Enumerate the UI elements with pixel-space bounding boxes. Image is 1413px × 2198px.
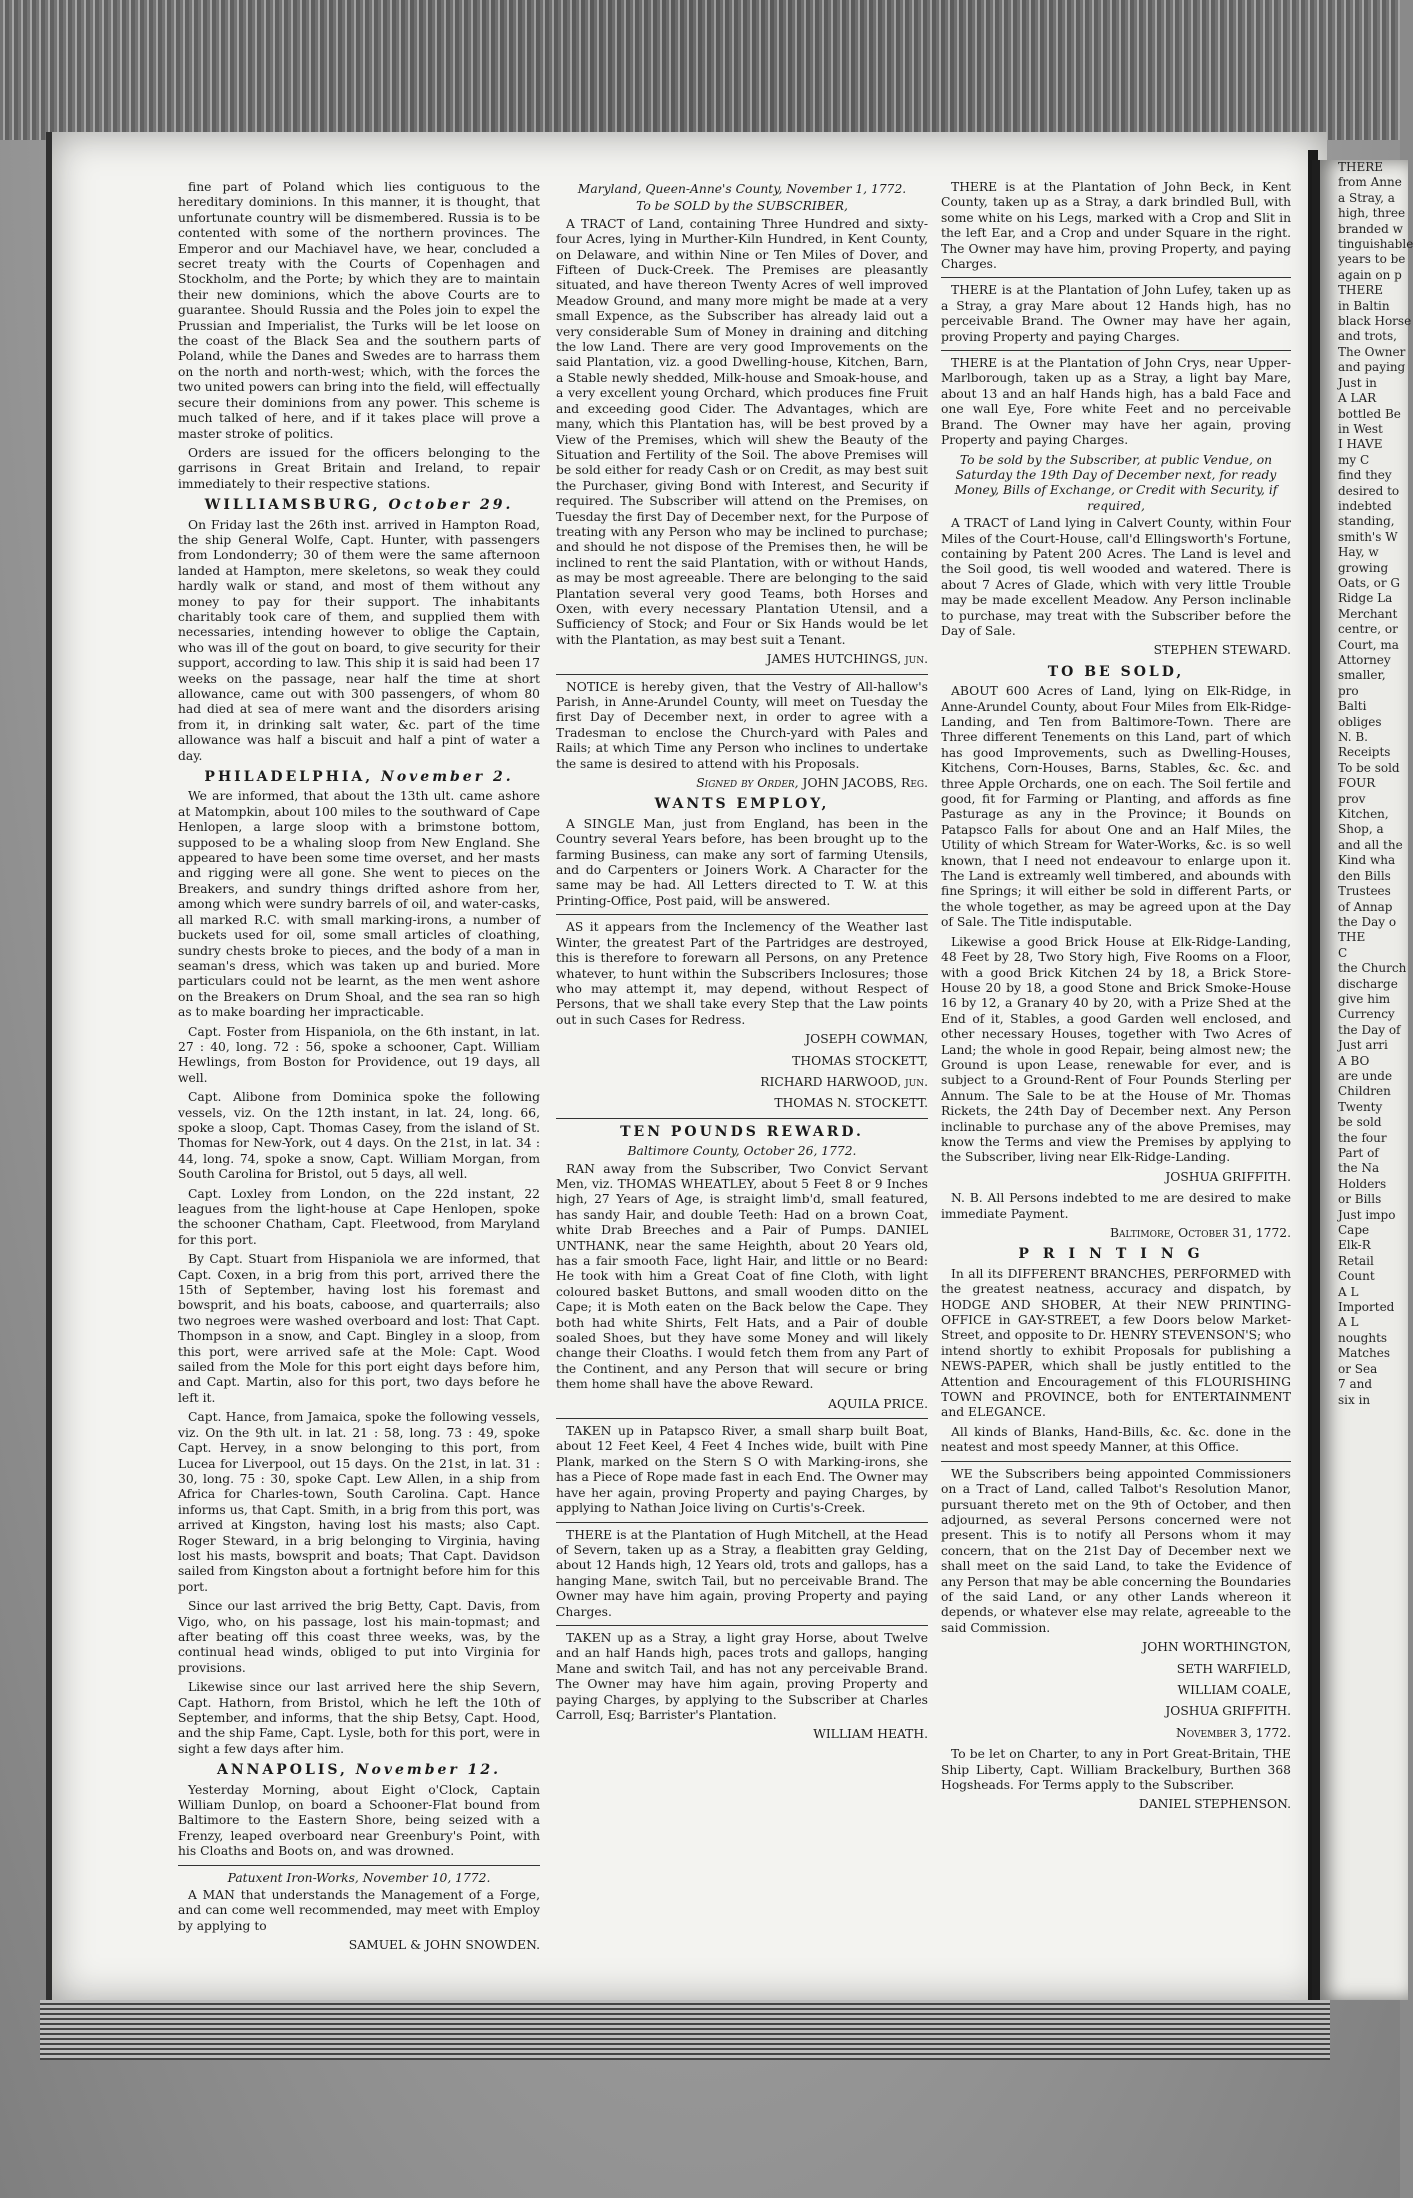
- edge-fragment: the Church: [1338, 961, 1407, 976]
- partridge-signature: THOMAS N. STOCKETT.: [774, 1096, 928, 1111]
- edge-fragment: the four: [1338, 1130, 1387, 1145]
- philadelphia-paragraph: Capt. Loxley from London, on the 22d instant, 22 leagues from the light-house at Cape Henlopen, spoke the schooner Chatham, Capt. Fleetwood, from Maryland for this port.: [178, 1186, 540, 1247]
- edge-fragment: bottled Be: [1338, 406, 1401, 421]
- vendue-signature: STEPHEN STEWARD.: [1153, 643, 1291, 658]
- runaway-ad: RAN away from the Subscriber, Two Convict Servant Men, viz. THOMAS WHEATLEY, about 5 Feet 8 or 9 Inches high, 27 Years of Age, is straight limb'd, small featured, has sandy Hair, and double Teeth: Had on a brown Coat, white Drab Breeches and a Pair of Pumps. DANIEL UNTHANK, near the same Heighth, about 20 Years old, has a fair smooth Face, light Hair, and little or no Beard: He took with him a Great Coat of fine Cloth, with light coloured basket Buttons, and small wooden ditto on the Cape; it is Moth eaten on the Back below the Cape. They both had white Shirts, Felt Hats, and a Pair of double soaled Shoes, but they have some Money and will likely change their Cloaths. I would fetch them from any Part of the Continent, and any Person that will secure or bring them home shall have the above Reward.: [556, 1161, 928, 1392]
- partridge-signature: JOSEPH COWMAN,: [805, 1032, 928, 1047]
- brick-house-ad: Likewise a good Brick House at Elk-Ridge-Landing, 48 Feet by 28, Two Story high, Five Rooms on a Floor, with a good Brick Kitchen 24 by 18, a Brick Store-House 20 by 18, a good Stone and Brick Smoke-House 16 by 12, a Granary 40 by 20, with a Prize Shed at the End of it, Stables, a good Garden well enclosed, and other necessary Houses, together with Two Acres of Land; the whole in good Repair, being almost new; the Ground is upon Lease, renewable for ever, and is subject to a Ground-Rent of Four Pounds Sterling per Annum. The Sale to be at the House of Mr. Thomas Rickets, the 24th Day of December next. Any Person inclinable to purchase any of the above Premises, may know the Terms and view the Premises by applying to the Subscriber, living near Elk-Ridge-Landing.: [941, 934, 1291, 1165]
- edge-fragment: are unde: [1338, 1068, 1393, 1083]
- annapolis-article: Yesterday Morning, about Eight o'Clock, Captain William Dunlop, on board a Schooner-Flat bound from Baltimore to the Eastern Shore, being seized with a Frenzy, leaped overboard near Greenbury's Point, with his Cloaths and Boots on, and was drowned.: [178, 1782, 540, 1859]
- column-1: [178, 180, 540, 1960]
- williamsburg-article: On Friday last the 26th inst. arrived in Hampton Road, the ship General Wolfe, Capt. Hunter, with passengers from Londonderry; 30 of them were the same afternoon landed at Hampton, mere skeletons, so weak they could hardly walk or stand, and most of them without any money to pay for their support. The inhabitants charitably took care of them, and supplied them with necessaries, intending however to oblige the Captain, who was ill of the gout on board, to give security for their support, according to law. This ship it is said had been 17 weeks on the passage, near half the time at short allowance, came out with 300 passengers, of whom 80 had died at sea of mere want and the disorders arising from it, in drinking salt water, &c. part of the time allowance was half a biscuit and half a pint of water a day.: [178, 517, 540, 763]
- poland-article: fine part of Poland which lies contiguous to the hereditary dominions. In this manner, it is thought, that unfortunate country will be dismembered. Russia is to be contented with some of the northern provinces. The Emperor and our Machiavel have, we hear, concluded a secret treaty with the Courts of Copenhagen and Stockholm, and the Porte; by which they are to maintain their new dominions, which the above Courts are to guarantee. Should Russia and the Poles join to expel the Prussian and Imperialist, the Turks will be let loose on the coast of the Black Sea and the southern parts of Poland, while the Danes and Swedes are to harrass them on the north and north-west; which, with the forces the two united powers can bring into the field, will effectually secure their dominions from any power. This scheme is much talked of here, and if it takes place will prove a master stroke of politics.: [178, 180, 540, 441]
- column-2: [556, 180, 928, 1749]
- edge-fragment: pro: [1338, 683, 1359, 698]
- divider: [556, 1418, 928, 1419]
- edge-fragment: branded w: [1338, 221, 1403, 236]
- edge-fragment: obliges: [1338, 714, 1382, 729]
- edge-fragment: indebted: [1338, 498, 1392, 513]
- ship-signature: DANIEL STEPHENSON.: [1138, 1797, 1291, 1812]
- philadelphia-heading: PHILADELPHIA, November 2.: [204, 769, 514, 786]
- vestry-notice: NOTICE is hereby given, that the Vestry of All-hallow's Parish, in Anne-Arundel County, will meet on Tuesday the first Day of December next, in order to agree with a Tradesman to enclose the Church-yard with Pales and Rails; at which Time any Person who inclines to undertake the same is desired to attend with his Proposals.: [556, 679, 928, 771]
- edge-fragment: and paying: [1338, 360, 1406, 375]
- ship-charter-ad: To be let on Charter, to any in Port Great-Britain, THE Ship Liberty, Capt. William Brackelbury, Burthen 368 Hogsheads. For Terms apply to the Subscriber.: [941, 1747, 1291, 1792]
- edge-fragment: discharge: [1338, 976, 1398, 991]
- reward-dateline: Baltimore County, October 26, 1772.: [627, 1144, 857, 1159]
- edge-fragment: Receipts: [1338, 745, 1391, 760]
- edge-fragment: smaller,: [1338, 668, 1386, 683]
- divider: [556, 1118, 928, 1119]
- reward-heading: TEN POUNDS REWARD.: [620, 1123, 864, 1140]
- edge-fragment: tinguishable: [1338, 237, 1413, 252]
- philadelphia-paragraph: We are informed, that about the 13th ult. came ashore at Matompkin, about 100 miles to the southward of Cape Henlopen, a large sloop with a brimstone bottom, supposed to be a whaling sloop from New England. She appeared to have been some time overset, and her masts and rigging were all gone. She went to pieces on the Breakers, and sundry things drifted ashore from her, among which were sundry barrels of oil, and water-casks, all marked R.C. with small marking-irons, a number of buckets used for oil, some small articles of cloathing, sundry chests broke to pieces, and the body of a man in seaman's dress, which was taken up and buried. More particulars could not be learnt, as the men went ashore on the Breakers on Drum Shoal, and the sea ran so high as to make boarding her impracticable.: [178, 789, 540, 1020]
- philadelphia-paragraph: Since our last arrived the brig Betty, Capt. Davis, from Vigo, who, on his passage, lost his main-topmast; and after beating off this coast three weeks, was, by the continual head winds, obliged to put into Virginia for provisions.: [178, 1599, 540, 1675]
- edge-fragment: six in: [1338, 1392, 1371, 1407]
- annapolis-heading: ANNAPOLIS, November 12.: [216, 1762, 502, 1779]
- tract-dateline: Maryland, Queen-Anne's County, November 1, 1772.: [577, 182, 907, 196]
- edge-fragment: be sold: [1338, 1115, 1382, 1130]
- edge-fragment: my C: [1338, 452, 1370, 467]
- edge-fragment: centre, or: [1338, 622, 1398, 637]
- edge-fragment: Attorney: [1338, 653, 1391, 667]
- edge-fragment: Retail: [1338, 1253, 1374, 1268]
- bay-mare-ad: THERE is at the Plantation of John Crys, near Upper-Marlborough, taken up as a Stray, a light bay Mare, about 13 and an half Hands high, has a bald Face and one wall Eye, Fore white Feet and no perceivable Brand. The Owner may have her again, proving Property and paying Charges.: [941, 356, 1291, 448]
- divider: [556, 1625, 928, 1626]
- printing-dateline: Baltimore, October 31, 1772.: [1110, 1226, 1291, 1240]
- edge-fragment: A L: [1338, 1315, 1359, 1330]
- adjacent-page-edge: [1312, 160, 1413, 2000]
- vendue-heading: To be sold by the Subscriber, at public Vendue, on Saturday the 19th Day of December next, for ready Money, Bills of Exchange, or Credit with Security, if required,: [954, 452, 1278, 513]
- edge-fragment: and trots,: [1338, 329, 1397, 344]
- edge-fragment: Matches: [1338, 1346, 1390, 1361]
- edge-fragment: the Day of: [1338, 1022, 1401, 1037]
- edge-fragment: Twenty: [1338, 1099, 1383, 1114]
- blanks-note: All kinds of Blanks, Hand-Bills, &c. &c. done in the neatest and most speedy Manner, at this Office.: [941, 1424, 1291, 1455]
- edge-fragment: den Bills: [1338, 868, 1391, 883]
- edge-fragment: Kitchen,: [1338, 807, 1389, 822]
- edge-fragment: in Baltin: [1338, 298, 1390, 313]
- edge-fragment: Elk-R: [1338, 1238, 1371, 1253]
- philadelphia-paragraph: Capt. Hance, from Jamaica, spoke the following vessels, viz. On the 9th ult. in lat. 21 : 58, long. 73 : 49, spoke Capt. Hervey, in a snow belonging to this port, from Lucea for Liverpool, out 15 days. On the 21st, in lat. 31 : 30, long. 75 : 30, spoke Capt. Lew Allen, in a ship from Africa for Charles-town, South Carolina. Capt. Hance informs us, that Capt. Smith, in a brig from this port, was arrived at Kingston, having lost his masts; also Capt. Roger Steward, in a brig belonging to Virginia, having lost his masts, bowsprit and boats; That Capt. Davidson sailed from Kingston about a fortnight before him for this port.: [178, 1410, 540, 1594]
- philadelphia-paragraph: By Capt. Stuart from Hispaniola we are informed, that Capt. Coxen, in a brig from this port, arrived there the 15th of September, having lost his foremast and bowsprit, and his boats, caboose, and quarterrails; also two negroes were washed overboard and lost: That Capt. Thompson in a snow, and Capt. Bingley in a sloop, from this port, were arrived safe at the Mole: Capt. Wood sailed from the Mole for this port eight days before him, and Capt. Martin, also for this port, two days before he left it.: [178, 1252, 540, 1405]
- partridge-signature: THOMAS STOCKETT,: [792, 1053, 928, 1068]
- edge-fragment: from Anne: [1338, 175, 1402, 190]
- divider: [941, 1461, 1291, 1462]
- printing-heading: PRINTING: [1018, 1246, 1214, 1263]
- tract-ad: A TRACT of Land, containing Three Hundred and sixty-four Acres, lying in Murther-Kiln Hundred, in Kent County, on Delaware, and within Nine or Ten Miles of Dover, and Fifteen of Duck-Creek. The Premises are pleasantly situated, and have thereon Twenty Acres of well improved Meadow Ground, and many more might be made at a very small Expence, as the Subscriber has already laid out a very considerable Sum of Money in draining and ditching the low Land. There are very good Improvements on the said Plantation, viz. a good Dwelling-house, Kitchen, Barn, a Stable newly shedded, Milk-house and Smoak-house, and a very excellent young Orchard, which produces fine Fruit and exceeding good Cider. The Advantages, which are many, which this Plantation has, will be best proved by a View of the Premises, which will shew the Beauty of the Situation and Fertility of the Soil. The above Premises will be sold either for ready Cash or on Credit, as may best suit the Purchaser, giving Bond with Interest, and Security if required. The Subscriber will attend on the Premises, on Tuesday the first Day of December next, for the Purpose of treating with any Person who may be inclined to purchase; and should he not dispose of the Premises then, he will be inclined to rent the said Plantation, with or without Hands, as may be most agreeable. There are belonging to the said Plantation several very good Teams, both Horses and Oxen, with every necessary Plantation Utensil, and a Sufficiency of Stock; and Four or Six Hands would be let with the Plantation, as may best suit a Tenant.: [556, 216, 928, 647]
- horse-ad: TAKEN up as a Stray, a light gray Horse, about Twelve and an half Hands high, paces trots and gallops, hanging Mane and switch Tail, and has not any perceivable Brand. The Owner may have him again, proving Property and paying Charges, by applying to the Subscriber at Charles Carroll, Esq; Barrister's Plantation.: [556, 1630, 928, 1722]
- edge-fragment: Hay, w: [1338, 545, 1379, 560]
- commissioner-signature: WILLIAM COALE,: [1177, 1682, 1291, 1697]
- edge-fragment: standing,: [1338, 514, 1395, 529]
- edge-fragment: Just in: [1338, 375, 1377, 390]
- edge-fragment: Balti: [1338, 699, 1367, 714]
- edge-fragment: THE: [1338, 930, 1366, 945]
- commissioner-signature: JOSHUA GRIFFITH.: [1165, 1704, 1291, 1719]
- edge-fragment: noughts: [1338, 1330, 1388, 1345]
- tract-heading: To be SOLD by the SUBSCRIBER,: [636, 199, 848, 214]
- edge-fragment: A L: [1338, 1284, 1359, 1299]
- edge-fragment: Currency: [1338, 1007, 1395, 1022]
- bull-ad: THERE is at the Plantation of John Beck, in Kent County, taken up as a Stray, a dark brindled Bull, with some white on his Legs, marked with a Crop and Slit in the left Ear, and a Crop and under Square in the right. The Owner may have him, proving Property, and paying Charges.: [941, 180, 1291, 272]
- wants-employ-heading: WANTS EMPLOY,: [654, 796, 830, 813]
- edge-fragment: prov: [1338, 791, 1366, 806]
- edge-fragment: To be sold: [1338, 760, 1400, 775]
- scan-top-edge: [0, 0, 1400, 140]
- edge-fragment: Children: [1338, 1084, 1391, 1099]
- printing-ad: In all its DIFFERENT BRANCHES, PERFORMED with the greatest neatness, accuracy and dispatch, by HODGE AND SHOBER, At their NEW PRINTING-OFFICE in GAY-STREET, a few Doors below Market-Street, and opposite to Dr. HENRY STEVENSON'S; who intend shortly to exhibit Proposals for publishing a NEWS-PAPER, which shall be justly entitled to the Attention and Encouragement of this FLOURISHING TOWN and PROVINCE, both for ENTERTAINMENT and ELEGANCE.: [941, 1266, 1291, 1420]
- divider: [556, 674, 928, 675]
- ship-dateline: November 3, 1772.: [1176, 1725, 1291, 1740]
- edge-fragment: Cape: [1338, 1223, 1370, 1238]
- edge-fragment: and all the: [1338, 837, 1403, 852]
- vestry-signature: Signed by Order, JOHN JACOBS, Reg.: [696, 776, 928, 791]
- edge-fragment: desired to: [1338, 483, 1400, 498]
- edge-fragment: again on p: [1338, 267, 1402, 282]
- land-sale-ad: ABOUT 600 Acres of Land, lying on Elk-Ridge, in Anne-Arundel County, about Four Miles from Elk-Ridge-Landing, and Ten from Baltimore-Town. There are Three different Tenements on this Land, part of which has good Improvements, such as Dwelling-Houses, Kitchens, Corn-Houses, Barns, Stables, &c. &c. and three Apple Orchards, one on each. The Soil fertile and good, fit for Farming or Planting, and affords as fine Pasturage as any in the Province; it Bounds on Patapsco Falls for about One and an Half Miles, the Utility of which Stream for Water-Works, &c. is so well known, that I need not endeavour to enlarge upon it. The Land is extreamly well timbered, and abounds with fine Springs; it will either be sold in different Parts, or the whole together, as may be agreed upon at the Day of Sale. The Title indisputable.: [941, 684, 1291, 930]
- edge-fragment: or Sea: [1338, 1361, 1378, 1376]
- edge-fragment: high, three: [1338, 206, 1406, 221]
- adjacent-page-fragments: [1338, 160, 1413, 1408]
- iron-works-ad: A MAN that understands the Management of a Forge, and can come well recommended, may meet with Employ by applying to: [178, 1888, 540, 1933]
- edge-fragment: years to be: [1338, 252, 1406, 267]
- edge-fragment: I HAVE: [1338, 437, 1383, 452]
- orders-article: Orders are issued for the officers belonging to the garrisons in Great Britain and Ireland, to repair immediately to their respective stations.: [178, 445, 540, 491]
- page-stack-edge: [40, 2000, 1330, 2060]
- commissioners-notice: WE the Subscribers being appointed Commissioners on a Tract of Land, called Talbot's Resolution Manor, pursuant thereto met on the 9th of October, and then adjourned, as several Persons concerned were not present. This is to notify all Persons whom it may concern, that on the 21st Day of December next we shall meet on the said Land, to take the Evidence of any Person that may be able concerning the Boundaries of the said Land, or any other Lands whereon it depends, or whatever else may relate, agreeable to the said Commission.: [941, 1466, 1291, 1635]
- divider: [941, 350, 1291, 351]
- edge-fragment: smith's W: [1338, 529, 1398, 544]
- commissioner-signature: JOHN WORTHINGTON,: [1142, 1640, 1291, 1655]
- gelding-ad: THERE is at the Plantation of Hugh Mitchell, at the Head of Severn, taken up as a Stray, a fleabitten gray Gelding, about 12 Hands high, 12 Years old, trots and gallops, has a hanging Mane, switch Tail, but no perceivable Brand. The Owner may have him again, proving Property and paying Charges.: [556, 1527, 928, 1619]
- edge-fragment: Part of: [1338, 1146, 1379, 1160]
- partridge-signature: RICHARD HARWOOD, jun.: [760, 1074, 928, 1089]
- edge-fragment: C: [1338, 945, 1348, 960]
- philadelphia-paragraph: Capt. Foster from Hispaniola, on the 6th instant, in lat. 27 : 40, long. 72 : 56, spoke a schooner, Capt. William Hewlings, from Boston for Providence, out 19 days, all well.: [178, 1024, 540, 1085]
- divider: [941, 277, 1291, 278]
- edge-fragment: A LAR: [1338, 391, 1377, 406]
- commissioner-signature: SETH WARFIELD,: [1176, 1661, 1291, 1676]
- edge-fragment: N. B.: [1338, 730, 1368, 745]
- edge-fragment: the Day o: [1338, 914, 1397, 929]
- philadelphia-paragraph: Likewise since our last arrived here the ship Severn, Capt. Hathorn, from Bristol, which he left the 10th of September, and informs, that the ship Betsy, Capt. Hood, and the ship Fame, Capt. Lysle, both for this port, were in sight a few days after him.: [178, 1680, 540, 1756]
- land-sale-note: N. B. All Persons indebted to me are desired to make immediate Payment.: [941, 1191, 1291, 1221]
- mare-ad: THERE is at the Plantation of John Lufey, taken up as a Stray, a gray Mare about 12 Hands high, has no perceivable Brand. The Owner may have her again, proving Property and paying Charges.: [941, 283, 1291, 344]
- edge-fragment: Shop, a: [1338, 822, 1384, 837]
- edge-fragment: Count: [1338, 1269, 1375, 1284]
- iron-works-signature: SAMUEL & JOHN SNOWDEN.: [348, 1938, 540, 1953]
- land-sale-signature: JOSHUA GRIFFITH.: [1165, 1169, 1291, 1184]
- edge-fragment: A BO: [1338, 1053, 1370, 1068]
- divider: [178, 1865, 540, 1866]
- edge-fragment: Holders: [1338, 1176, 1387, 1191]
- edge-fragment: or Bills: [1338, 1192, 1382, 1207]
- edge-fragment: find they: [1338, 468, 1392, 483]
- edge-fragment: The Owner: [1338, 344, 1406, 359]
- edge-fragment: Court, ma: [1338, 637, 1399, 652]
- vendue-ad: A TRACT of Land lying in Calvert County, within Four Miles of the Court-House, call'd Ellingsworth's Fortune, containing by Patent 200 Acres. The Land is level and the Soil good, tis well wooded and watered. There is about 7 Acres of Glade, which with very little Trouble may be made excellent Meadow. Any Person inclinable to purchase, may treat with the Subscriber before the Day of Sale.: [941, 516, 1291, 638]
- edge-fragment: growing: [1338, 560, 1389, 575]
- runaway-signature: AQUILA PRICE.: [828, 1396, 928, 1411]
- edge-fragment: THERE: [1338, 160, 1384, 174]
- tract-signature: JAMES HUTCHINGS, jun.: [766, 652, 928, 667]
- edge-fragment: Oats, or G: [1338, 575, 1400, 590]
- divider: [556, 914, 928, 915]
- philadelphia-paragraph: Capt. Alibone from Dominica spoke the following vessels, viz. On the 12th instant, in lat. 24, long. 66, spoke a sloop, Capt. Thomas Casey, from the island of St. Thomas for New-York, out 4 days. On the 21st, in lat. 34 : 44, long. 74, spoke a snow, Capt. William Morgan, from South Carolina for Bristol, out 5 days, all well.: [178, 1090, 540, 1182]
- edge-fragment: THERE: [1338, 283, 1384, 298]
- to-be-sold-heading: TO BE SOLD,: [1047, 663, 1185, 680]
- edge-fragment: the Na: [1338, 1161, 1380, 1176]
- edge-fragment: Just impo: [1338, 1207, 1396, 1222]
- edge-fragment: a Stray, a: [1338, 190, 1395, 205]
- edge-fragment: in West: [1338, 421, 1383, 436]
- williamsburg-heading: WILLIAMSBURG, October 29.: [204, 497, 514, 514]
- edge-fragment: Imported: [1338, 1300, 1395, 1315]
- iron-works-dateline: Patuxent Iron-Works, November 10, 1772.: [227, 1870, 491, 1885]
- partridge-notice: AS it appears from the Inclemency of the Weather last Winter, the greatest Part of the Partridges are destroyed, this is therefore to forewarn all Persons, on any Pretence whatever, to hunt within the Subscribers Inclosures; those who may attempt it, may depend, without Respect of Persons, that we shall take every Step that the Law points out in such Cases for Redress.: [556, 920, 928, 1027]
- edge-fragment: Trustees: [1338, 884, 1391, 899]
- divider: [556, 1522, 928, 1523]
- wants-employ-ad: A SINGLE Man, just from England, has been in the Country several Years before, has been brought up to the farming Business, can make any sort of farming Utensils, and do Carpenters or Joiners Work. A Character for the same may be had. All Letters directed to T. W. at this Printing-Office, Post paid, will be answered.: [556, 816, 928, 908]
- edge-fragment: black Horse: [1338, 314, 1412, 329]
- edge-fragment: Merchant: [1338, 606, 1398, 621]
- edge-fragment: of Annap: [1338, 899, 1393, 914]
- edge-fragment: Ridge La: [1338, 591, 1393, 606]
- column-3: [941, 180, 1291, 1819]
- edge-fragment: 7 and: [1338, 1377, 1373, 1392]
- edge-fragment: Kind wha: [1338, 853, 1396, 868]
- edge-fragment: Just arri: [1338, 1038, 1388, 1053]
- edge-fragment: FOUR: [1338, 776, 1376, 791]
- horse-signature: WILLIAM HEATH.: [813, 1727, 928, 1742]
- edge-fragment: give him: [1338, 991, 1391, 1006]
- boat-ad: TAKEN up in Patapsco River, a small sharp built Boat, about 12 Feet Keel, 4 Feet 4 Inches wide, built with Pine Plank, marked on the Stern S O with Marking-irons, she has a Piece of Rope made fast in each End. The Owner may have her again, proving Property and paying Charges, by applying to Nathan Joice living on Curtis's-Creek.: [556, 1424, 928, 1516]
